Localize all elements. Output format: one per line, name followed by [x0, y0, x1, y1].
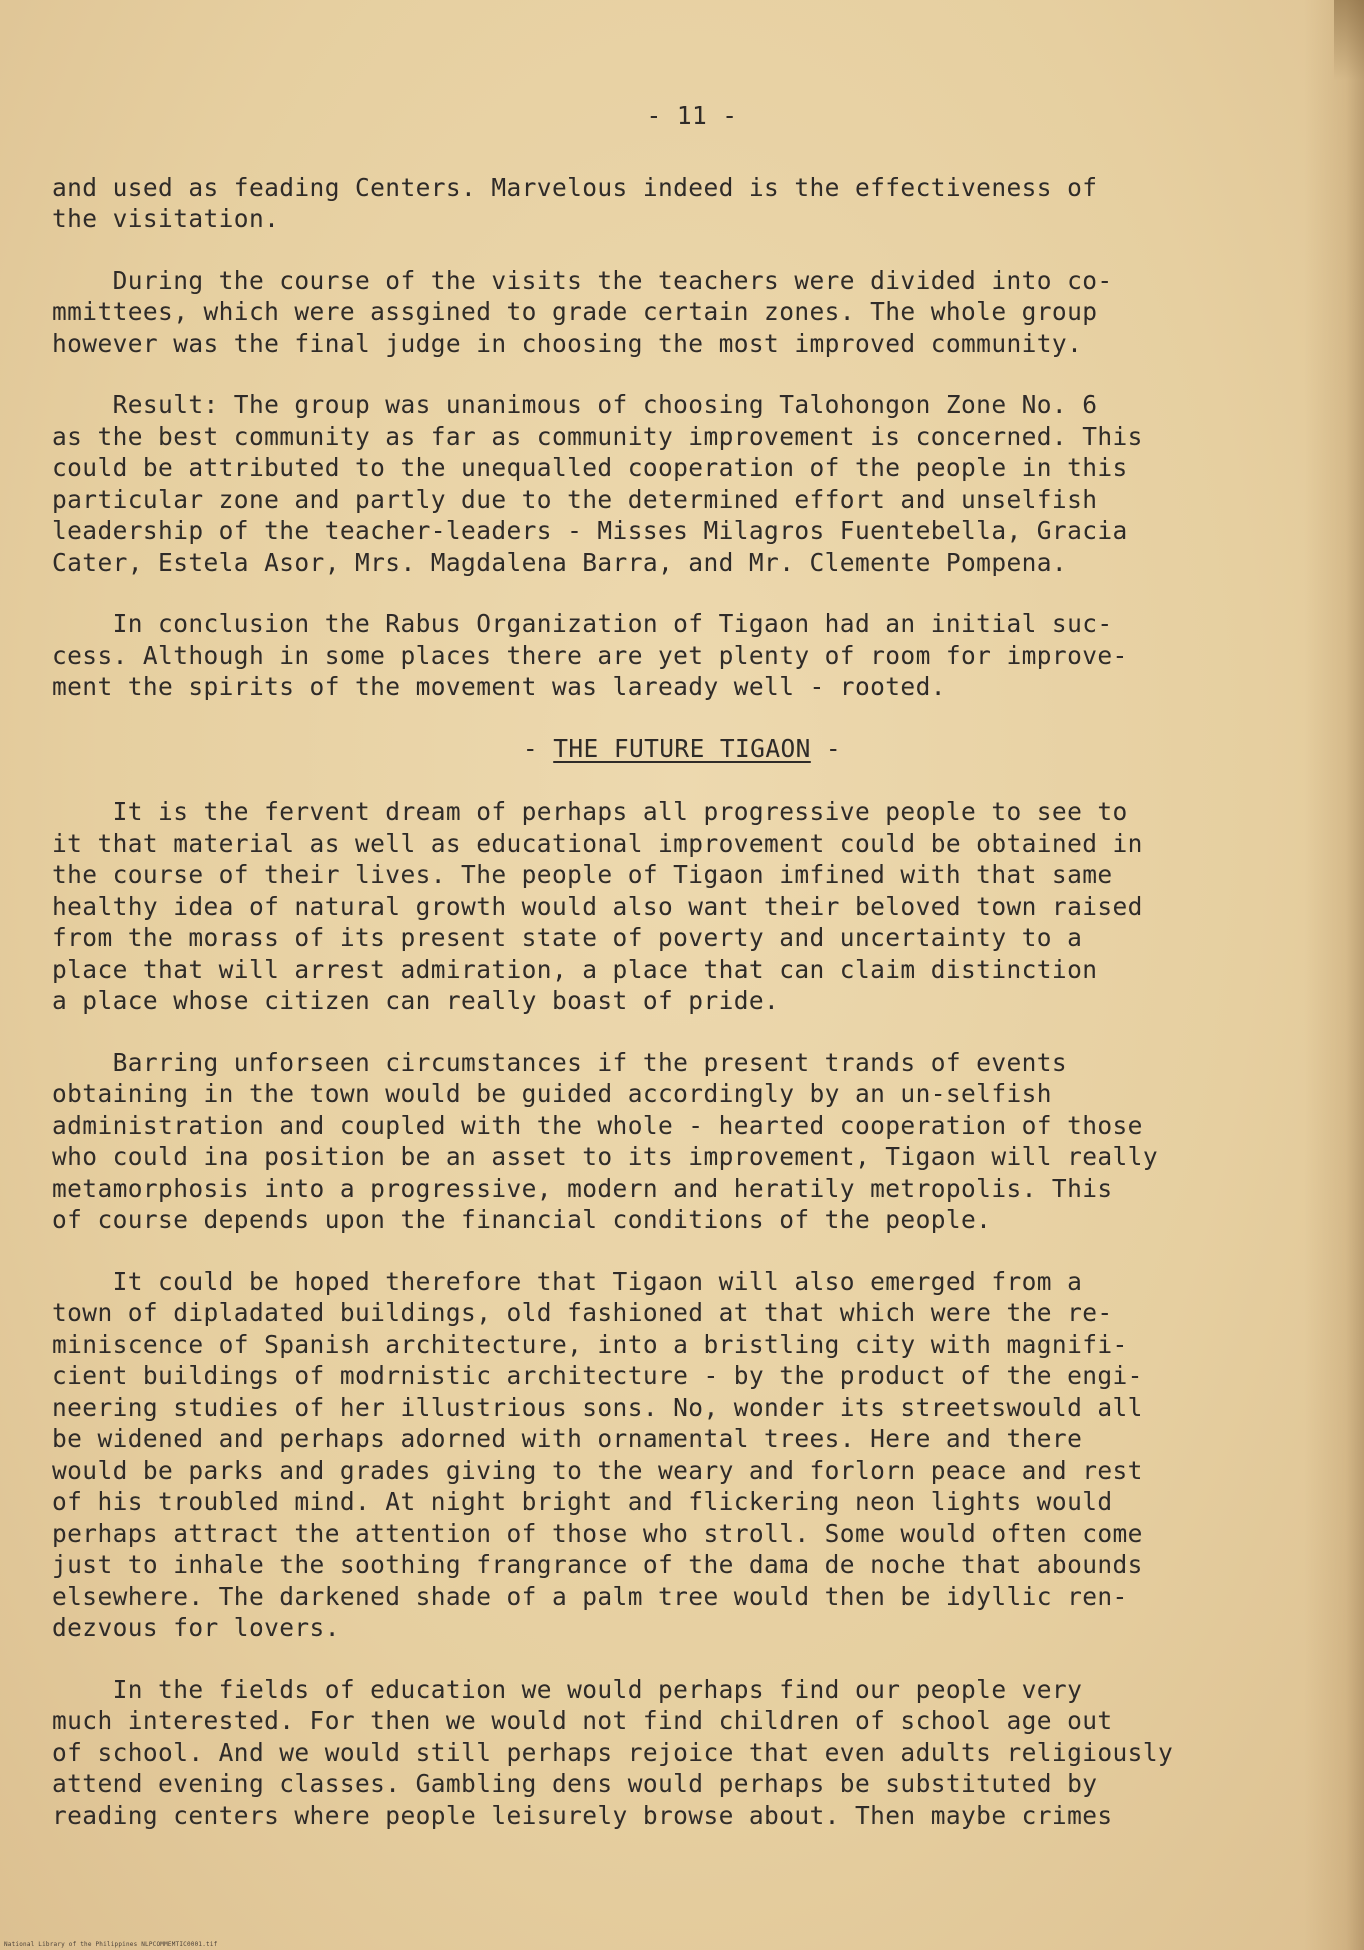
text-line: would be parks and grades giving to the weary and forlorn peace and rest: [52, 1455, 1143, 1485]
text-line: just to inhale the soothing frangrance of the dama de noche that abounds: [52, 1550, 1143, 1579]
text-line: neering studies of her illustrious sons. No, wonder its streetswould all: [52, 1392, 1143, 1422]
text-line: administration and coupled with the whole - hearted cooperation of those: [52, 1110, 1143, 1140]
text-line: town of dipladated buildings, old fashioned at that which were the re-: [52, 1298, 1113, 1327]
text-line: obtaining in the town would be guided accordingly by an un-selfish: [52, 1079, 1052, 1108]
paragraph: [52, 1047, 1332, 1236]
paragraph: [52, 389, 1332, 578]
text-line: the course of their lives. The people of Tigaon imfined with that same: [52, 860, 1113, 889]
section-heading-prefix: -: [522, 733, 554, 763]
text-line: it that material as well as educational improvement could be obtained in: [52, 828, 1143, 858]
text-line: the visitation.: [52, 204, 280, 233]
text-line: of school. And we would still perhaps rejoice that even adults religiously: [52, 1737, 1174, 1767]
paragraph: [52, 1266, 1332, 1644]
text-line: particular zone and partly due to the determined effort and unselfish: [52, 484, 1098, 514]
text-line: however was the final judge in choosing the most improved community.: [52, 328, 1083, 358]
page-number: - 11 -: [646, 101, 738, 130]
text-line: cient buildings of modrnistic architecture - by the product of the engi-: [52, 1361, 1143, 1390]
paragraph: [52, 172, 1332, 235]
text-line: of course depends upon the financial conditions of the people.: [52, 1205, 992, 1234]
text-line: place that will arrest admiration, a place that can claim distinction: [52, 954, 1098, 984]
text-line: Cater, Estela Asor, Mrs. Magdalena Barra, and Mr. Clemente Pompena.: [52, 547, 1068, 577]
text-line: dezvous for lovers.: [52, 1613, 340, 1642]
text-line: metamorphosis into a progressive, modern and heratily metropolis. This: [52, 1173, 1113, 1203]
paragraph: [52, 796, 1332, 1017]
text-line: mmittees, which were assgined to grade certain zones. The whole group: [52, 297, 1098, 326]
paragraphs-bottom: [52, 796, 1332, 1831]
text-line: Barring unforseen circumstances if the present trands of events: [52, 1047, 1068, 1077]
text-line: healthy idea of natural growth would also want their beloved town raised: [52, 891, 1143, 921]
text-line: and used as feading Centers. Marvelous indeed is the effectiveness of: [52, 172, 1098, 202]
text-line: from the morass of its present state of poverty and uncertainty to a: [52, 923, 1083, 952]
text-line: Result: The group was unanimous of choosing Talohongon Zone No. 6: [52, 390, 1098, 419]
text-line: a place whose citizen can really boast of pride.: [52, 986, 780, 1015]
text-line: attend evening classes. Gambling dens would perhaps be substituted by: [52, 1769, 1098, 1798]
text-line: as the best community as far as community improvement is concerned. This: [52, 421, 1143, 451]
text-line: much interested. For then we would not find children of school age out: [52, 1706, 1113, 1735]
footer-archive-label: National Library of the Philippines NLPCOMMEMTIC0001.tif: [4, 1941, 218, 1948]
text-line: In the fields of education we would perhaps find our people very: [52, 1674, 1083, 1704]
document-body: [52, 100, 1332, 1861]
text-line: During the course of the visits the teachers were divided into co-: [52, 265, 1113, 295]
paragraph: [52, 265, 1332, 360]
text-line: elsewhere. The darkened shade of a palm tree would then be idyllic ren-: [52, 1581, 1128, 1611]
text-line: perhaps attract the attention of those who stroll. Some would often come: [52, 1518, 1143, 1548]
paragraphs-top: [52, 172, 1332, 703]
text-line: could be attributed to the unequalled cooperation of the people in this: [52, 453, 1128, 482]
text-line: cess. Although in some places there are yet plenty of room for improve-: [52, 640, 1128, 670]
section-heading-suffix: -: [810, 733, 842, 763]
paragraph: [52, 1674, 1332, 1832]
text-line: of his troubled mind. At night bright and flickering neon lights would: [52, 1487, 1113, 1516]
section-heading-title: THE FUTURE TIGAON: [553, 733, 811, 763]
text-line: It could be hoped therefore that Tigaon will also emerged from a: [52, 1266, 1083, 1296]
text-line: It is the fervent dream of perhaps all progressive people to see to: [52, 797, 1128, 826]
text-line: ment the spirits of the movement was laready well - rooted.: [52, 672, 946, 701]
text-line: leadership of the teacher-leaders - Misses Milagros Fuentebella, Gracia: [52, 516, 1128, 545]
text-line: who could ina position be an asset to its improvement, Tigaon will really: [52, 1142, 1158, 1171]
page-fold-shadow: [1334, 0, 1364, 80]
text-line: In conclusion the Rabus Organization of Tigaon had an initial suc-: [52, 609, 1113, 638]
paragraph: [52, 608, 1332, 703]
text-line: reading centers where people leisurely browse about. Then maybe crimes: [52, 1800, 1113, 1830]
text-line: miniscence of Spanish architecture, into a bristling city with magnifi-: [52, 1329, 1128, 1359]
section-heading: [52, 733, 1282, 765]
text-line: be widened and perhaps adorned with ornamental trees. Here and there: [52, 1424, 1083, 1453]
